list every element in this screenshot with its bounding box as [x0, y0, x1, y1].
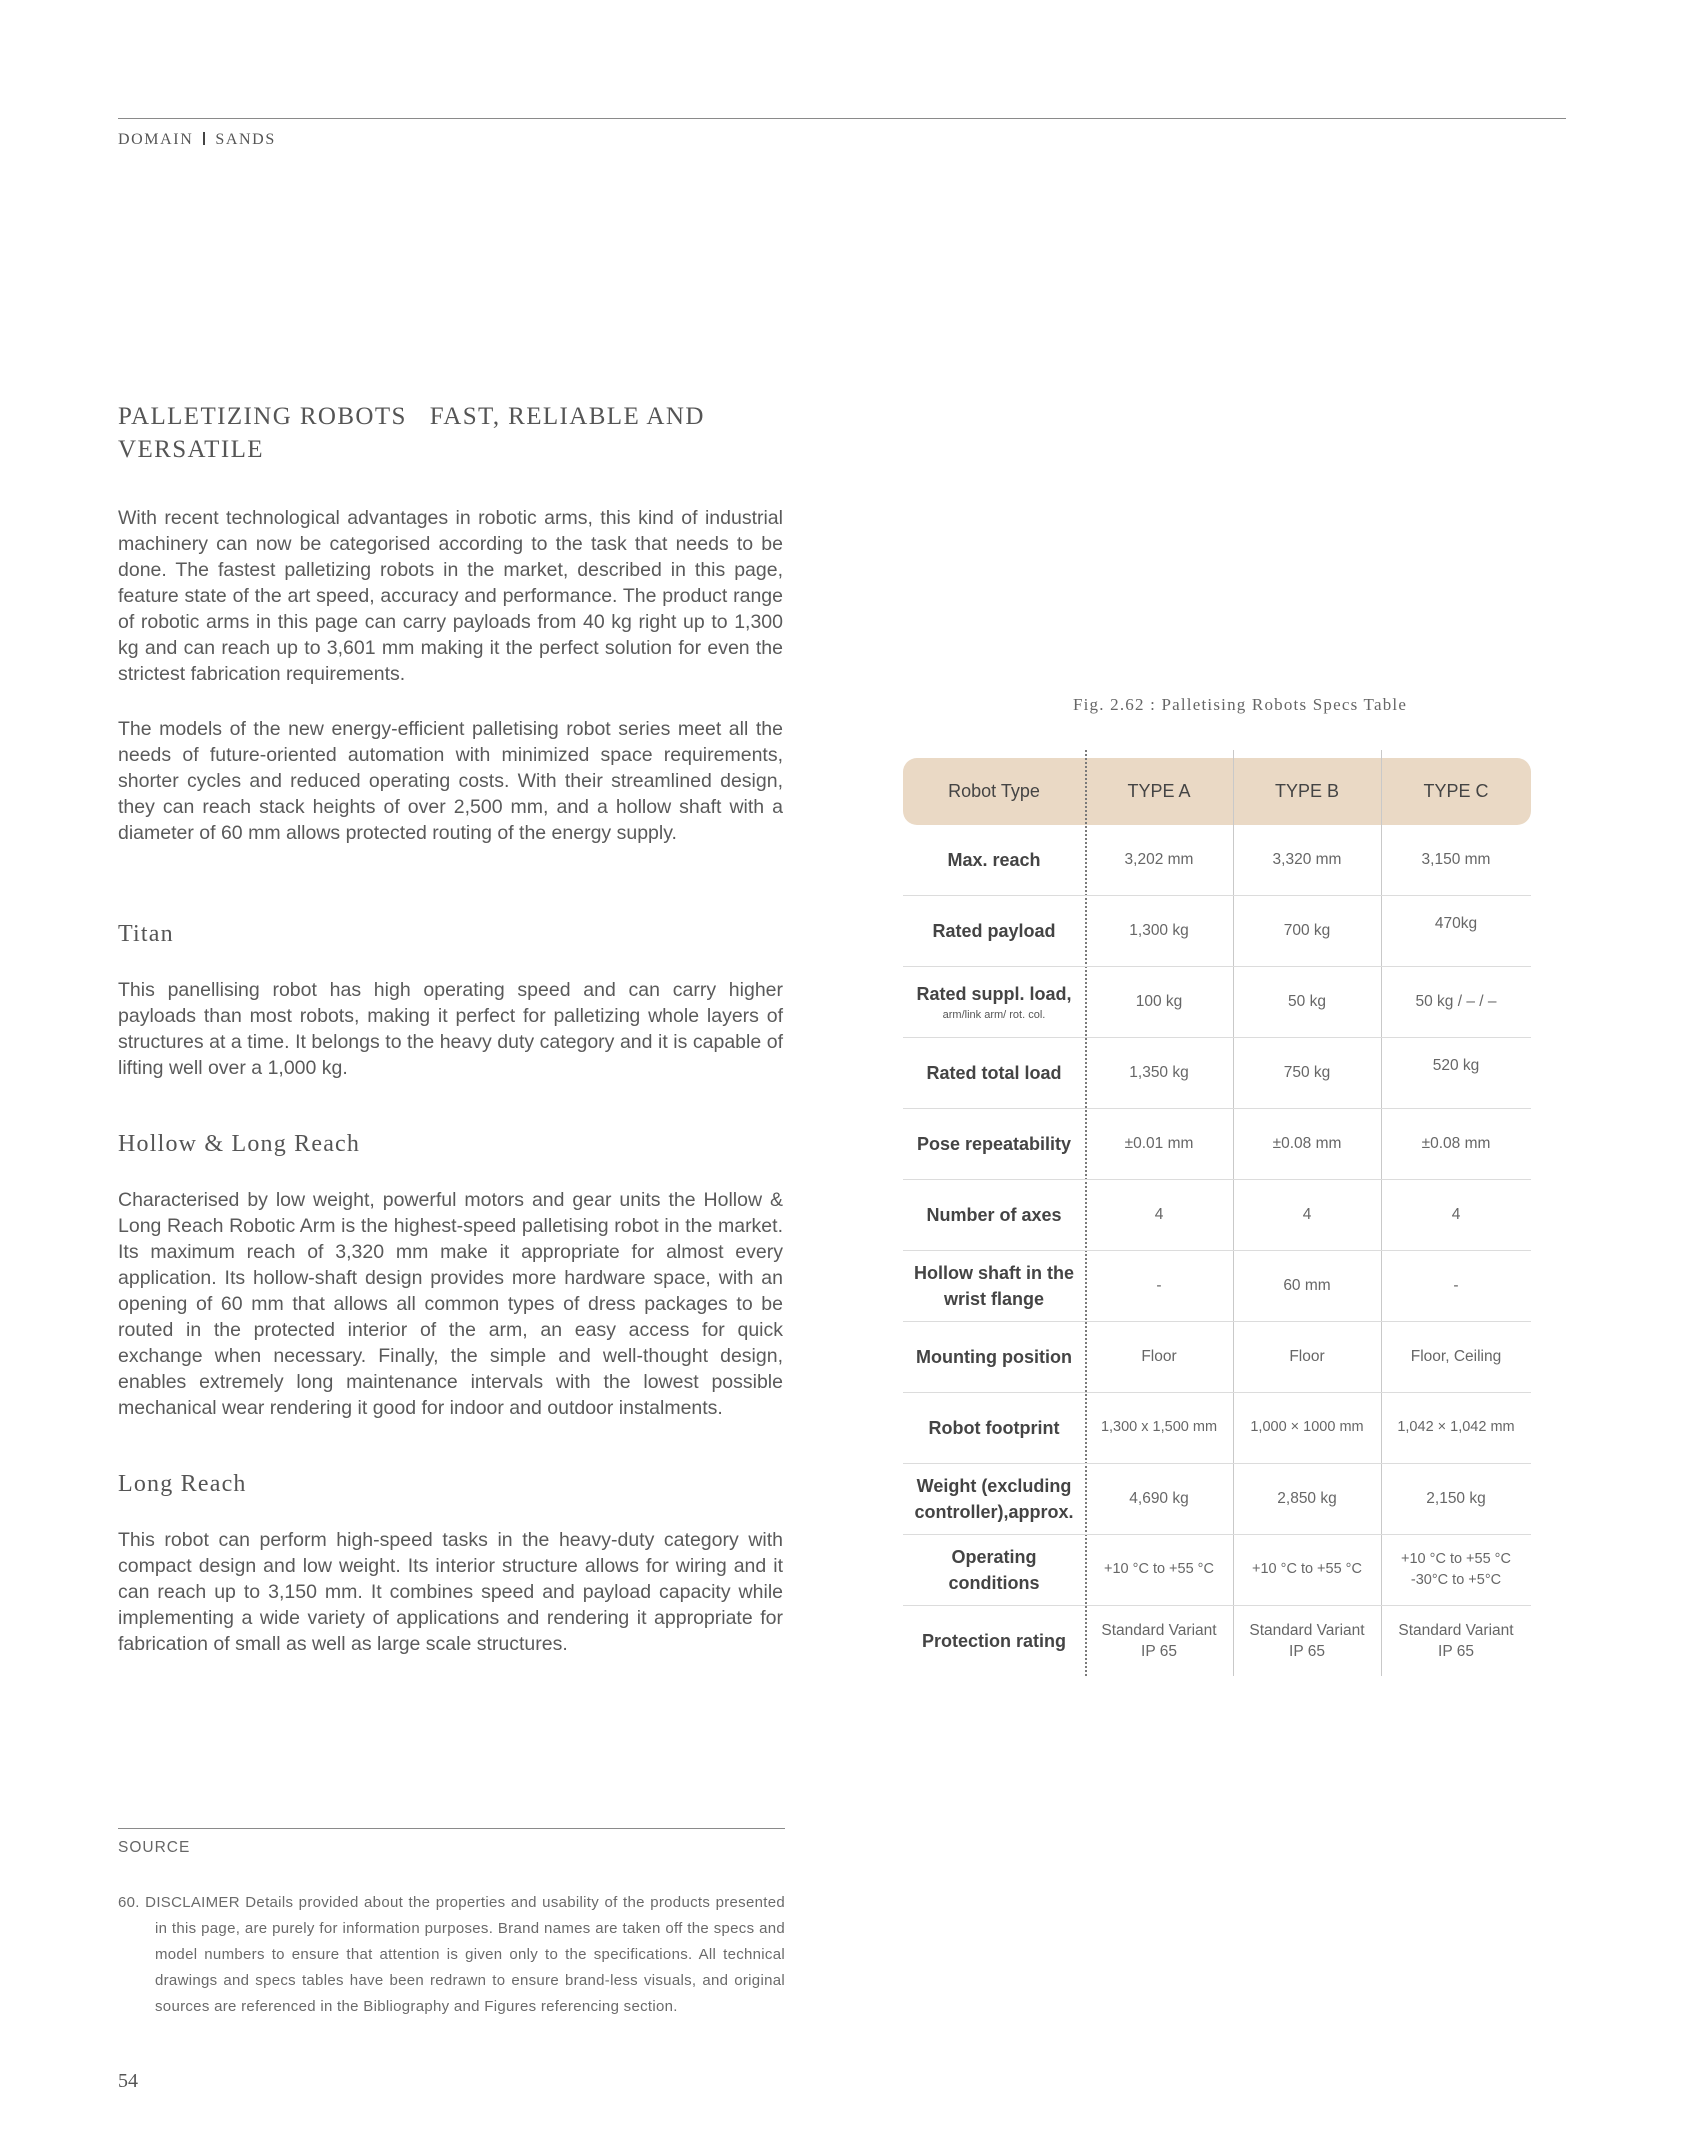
cell-pose-repeatability-a: ±0.01 mm	[1124, 1135, 1194, 1152]
footnote-disclaimer: 60. DISCLAIMER Details provided about the properties and usability of the products presented in this page, are purely for information purposes. Brand names are taken off the specs and model numbers to ensure that attention is given only to the specifications. All technical drawings and specs tables have been redrawn to ensure brand-less visuals, and original sources are referenced in the Bibliography and Figures referencing section.	[118, 1894, 785, 2015]
cell-rated-payload-b: 700 kg	[1283, 922, 1331, 939]
header-separator	[203, 132, 205, 145]
cell-pose-repeatability-b: ±0.08 mm	[1272, 1135, 1342, 1152]
protection-rating-a-line2: IP 65	[1141, 1642, 1177, 1660]
cell-max-reach-c: 3,150 mm	[1421, 851, 1491, 868]
cell-hollow-shaft-c: -	[1453, 1277, 1459, 1294]
source-rule	[118, 1828, 785, 1829]
section-body-hollow-long-reach: Characterised by low weight, powerful motors and gear units the Hollow & Long Reach Robotic Arm is the highest-speed palletising robot in the market. Its maximum reach of 3,320 mm make it appropriate for almost every application. Its hollow-shaft design provides more hardware space, with an opening of 60 mm that allows all common types of dress packages to be routed in the protected interior of the arm, an easy access for quick exchange when necessary. Finally, the simple and well-thought design, enables extremely long maintenance intervals with the lowest possible mechanical wear rendering it good for indoor and outdoor instalments.	[118, 1189, 783, 1419]
protection-rating-a-line1: Standard Variant	[1101, 1621, 1217, 1639]
cell-pose-repeatability-c: ±0.08 mm	[1421, 1135, 1491, 1152]
cell-hollow-shaft-b: 60 mm	[1283, 1277, 1331, 1294]
cell-rated-suppl-load-a: 100 kg	[1135, 993, 1183, 1010]
source-label: SOURCE	[118, 1839, 191, 1856]
section-heading-long-reach: Long Reach	[118, 1471, 247, 1497]
cell-operating-conditions-c	[1381, 1534, 1531, 1605]
cell-rated-payload-a: 1,300 kg	[1129, 922, 1189, 939]
operating-conditions-c-line2: -30°C to +5°C	[1410, 1571, 1502, 1588]
section-body-long-reach: This robot can perform high-speed tasks in the heavy-duty category with compact design and low weight. Its interior structure allows for wiring and it can reach up to 3,150 mm. It combines speed and payload capacity while implementing a wide variety of applications and rendering it appropriate for fabrication of small as well as large scale structures.	[118, 1529, 783, 1655]
intro-paragraph-1: With recent technological advantages in robotic arms, this kind of industrial machinery can now be categorised according to the task that needs to be done. The fastest palletizing robots in the market, described in this page, feature state of the art speed, accuracy and performance. The product range of robotic arms in this page can carry payloads from 40 kg right up to 1,300 kg and can reach up to 3,601 mm making it the perfect solution for even the strictest fabrication requirements.	[118, 507, 783, 685]
cell-operating-conditions-a: +10 °C to +55 °C	[1104, 1561, 1214, 1577]
cell-robot-footprint-a: 1,300 x 1,500 mm	[1100, 1419, 1218, 1435]
header-sands: SANDS	[215, 131, 276, 148]
cell-rated-total-load-c: 520 kg	[1432, 1057, 1480, 1074]
row-label-rated-payload: Rated payload	[932, 920, 1056, 941]
row-label-rated-suppl-load	[903, 966, 1085, 1037]
page-title: PALLETIZING ROBOTS FAST, RELIABLE AND VERSATILE	[118, 403, 712, 463]
cell-hollow-shaft-a: -	[1156, 1277, 1162, 1294]
cell-rated-suppl-load-c: 50 kg / – / –	[1415, 993, 1497, 1010]
cell-protection-rating-c	[1381, 1605, 1531, 1676]
cell-weight-b: 2,850 kg	[1277, 1490, 1337, 1507]
section-heading-titan: Titan	[118, 921, 174, 947]
row-label-weight: Weight (excluding controller),approx.	[914, 1475, 1074, 1522]
cell-weight-a: 4,690 kg	[1129, 1490, 1189, 1507]
figure-caption: Fig. 2.62 : Palletising Robots Specs Table	[1072, 695, 1408, 714]
cell-robot-footprint-b: 1,000 × 1000 mm	[1250, 1419, 1364, 1435]
row-label-operating-conditions: Operating conditions	[948, 1546, 1040, 1593]
header-type-b: TYPE B	[1274, 781, 1340, 801]
cell-protection-rating-a	[1085, 1605, 1233, 1676]
cell-mounting-position-c: Floor, Ceiling	[1410, 1348, 1502, 1365]
cell-rated-payload-c: 470kg	[1434, 915, 1478, 932]
row-label-hollow-shaft: Hollow shaft in the wrist flange	[914, 1262, 1074, 1309]
section-heading-hollow-long-reach: Hollow & Long Reach	[118, 1131, 361, 1157]
intro-paragraph-2: The models of the new energy-efficient palletising robot series meet all the needs of future-oriented automation with minimized space requirements, shorter cycles and reduced operating costs. With their streamlined design, they can reach stack heights of over 2,500 mm, and a hollow shaft with a diameter of 60 mm allows protected routing of the energy supply.	[118, 718, 783, 844]
header-type-c: TYPE C	[1423, 781, 1489, 801]
top-rule	[118, 118, 1566, 119]
page-number: 54	[118, 2070, 138, 2092]
running-header	[118, 131, 276, 149]
cell-number-of-axes-a: 4	[1154, 1206, 1164, 1223]
cell-robot-footprint-c: 1,042 × 1,042 mm	[1397, 1419, 1515, 1435]
header-domain: DOMAIN	[118, 131, 194, 148]
cell-number-of-axes-c: 4	[1451, 1206, 1461, 1223]
rated-suppl-load-label: Rated suppl. load,	[916, 983, 1072, 1004]
cell-protection-rating-b	[1233, 1605, 1381, 1676]
row-label-protection-rating: Protection rating	[921, 1630, 1066, 1651]
row-label-mounting-position: Mounting position	[916, 1346, 1072, 1367]
cell-mounting-position-a: Floor	[1141, 1348, 1177, 1365]
cell-number-of-axes-b: 4	[1302, 1206, 1312, 1223]
cell-rated-total-load-a: 1,350 kg	[1129, 1064, 1189, 1081]
protection-rating-b-line2: IP 65	[1289, 1642, 1325, 1660]
specs-table	[903, 758, 1531, 1678]
header-type-a: TYPE A	[1127, 781, 1191, 801]
protection-rating-c-line2: IP 65	[1438, 1642, 1474, 1660]
row-label-rated-total-load: Rated total load	[926, 1062, 1062, 1083]
section-body-titan: This panellising robot has high operating speed and can carry higher payloads than most robots, making it perfect for palletizing whole layers of structures at a time. It belongs to the heavy duty category and it is capable of lifting well over a 1,000 kg.	[118, 979, 783, 1079]
cell-rated-total-load-b: 750 kg	[1283, 1064, 1331, 1081]
rated-suppl-load-sublabel: arm/link arm/ rot. col.	[942, 1008, 1046, 1021]
protection-rating-b-line1: Standard Variant	[1249, 1621, 1365, 1639]
cell-operating-conditions-b: +10 °C to +55 °C	[1252, 1561, 1362, 1577]
cell-max-reach-b: 3,320 mm	[1272, 851, 1342, 868]
cell-weight-c: 2,150 kg	[1426, 1490, 1486, 1507]
row-label-pose-repeatability: Pose repeatability	[916, 1133, 1072, 1154]
row-label-number-of-axes: Number of axes	[926, 1204, 1062, 1225]
row-label-max-reach: Max. reach	[947, 849, 1041, 870]
cell-rated-suppl-load-b: 50 kg	[1288, 993, 1326, 1010]
operating-conditions-c-line1: +10 °C to +55 °C	[1401, 1550, 1511, 1567]
protection-rating-c-line1: Standard Variant	[1398, 1621, 1514, 1639]
cell-mounting-position-b: Floor	[1289, 1348, 1325, 1365]
row-label-robot-footprint: Robot footprint	[928, 1417, 1060, 1438]
header-robot-type: Robot Type	[948, 781, 1040, 801]
cell-max-reach-a: 3,202 mm	[1124, 851, 1194, 868]
